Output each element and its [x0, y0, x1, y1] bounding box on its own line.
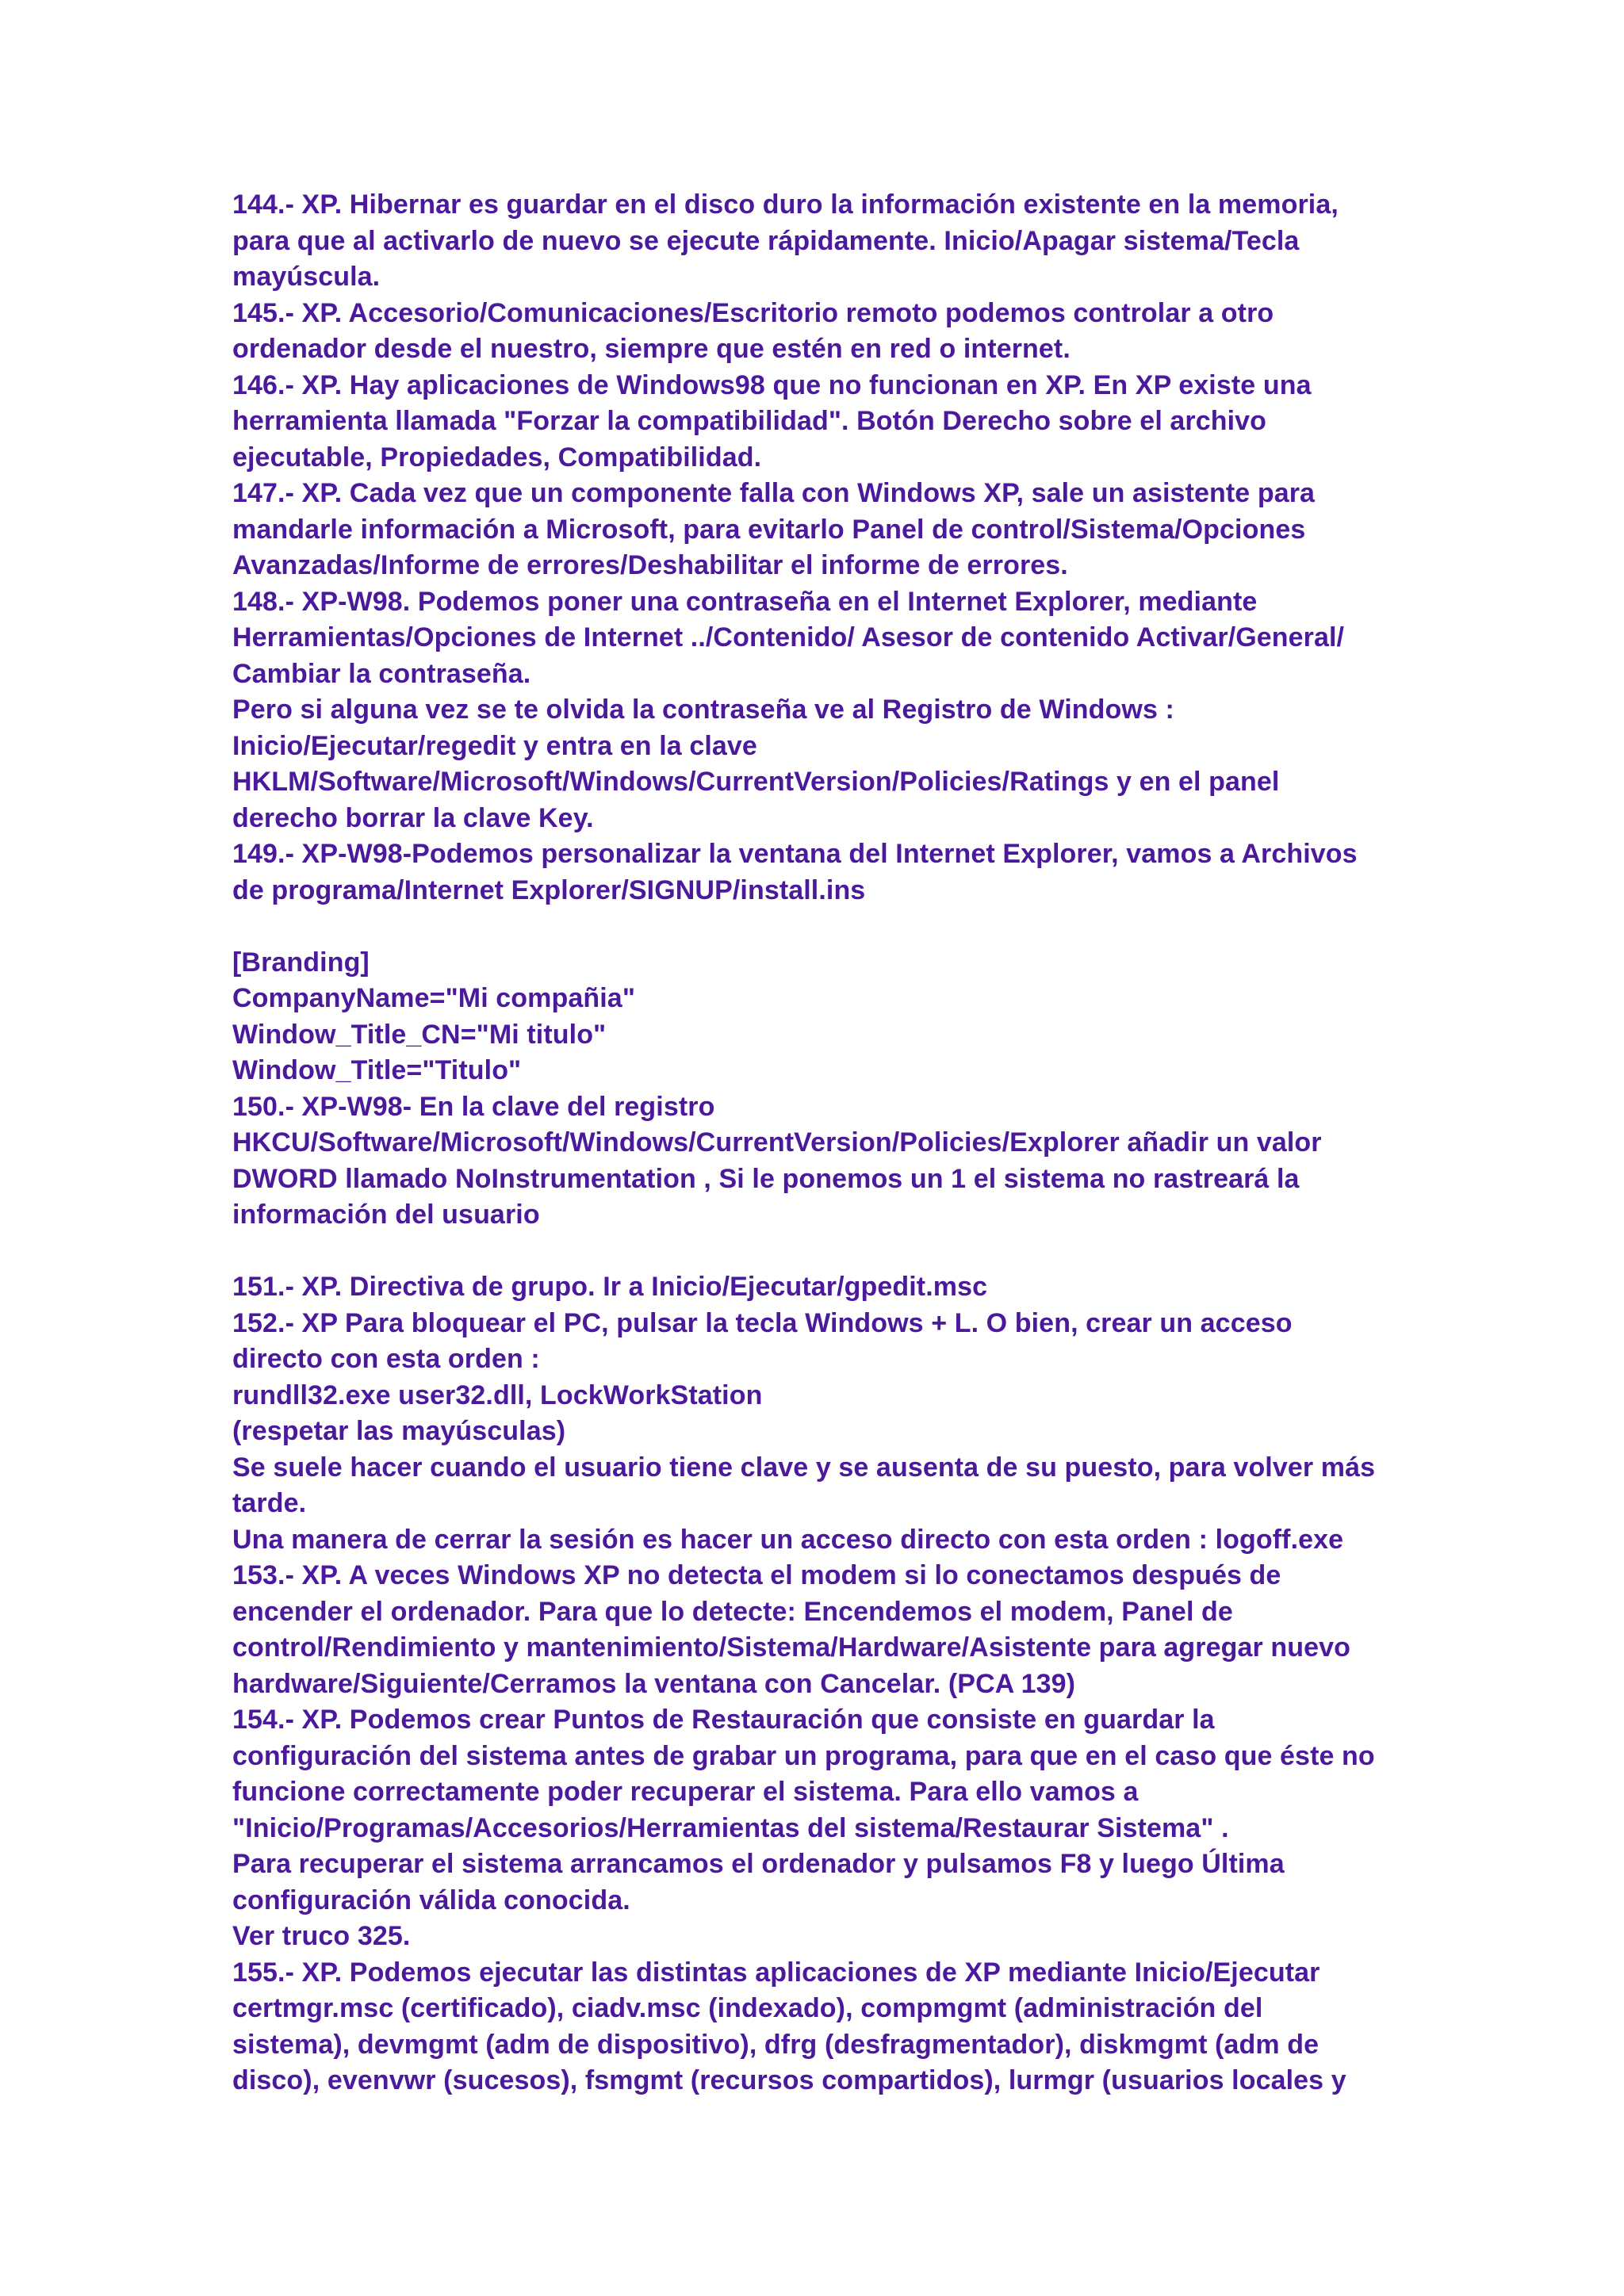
text-line: CompanyName="Mi compañia"	[232, 983, 636, 1013]
text-line: 155.- XP. Podemos ejecutar las distintas aplicaciones de XP mediante Inicio/Ejecutar	[232, 1957, 1320, 1988]
text-line: rundll32.exe user32.dll, LockWorkStation	[232, 1380, 763, 1410]
text-line: de programa/Internet Explorer/SIGNUP/install.ins	[232, 874, 866, 905]
text-line: 145.- XP. Accesorio/Comunicaciones/Escritorio remoto podemos controlar a otro	[232, 297, 1274, 328]
text-line: configuración del sistema antes de grabar un programa, para que en el caso que éste no	[232, 1740, 1375, 1771]
document-page	[232, 187, 1406, 2099]
text-line: "Inicio/Programas/Accesorios/Herramientas del sistema/Restaurar Sistema" .	[232, 1812, 1229, 1843]
blank-line	[232, 909, 1406, 945]
text-line: mayúscula.	[232, 262, 381, 292]
text-line: funcione correctamente poder recuperar el sistema. Para ello vamos a	[232, 1777, 1139, 1807]
text-line: Herramientas/Opciones de Internet ../Contenido/ Asesor de contenido Activar/General/	[232, 622, 1345, 652]
text-line: disco), evenvwr (sucesos), fsmgmt (recursos compartidos), lurmgr (usuarios locales y	[232, 2065, 1346, 2095]
text-line: Inicio/Ejecutar/regedit y entra en la clave	[232, 730, 757, 761]
text-line: DWORD llamado NoInstrumentation , Si le ponemos un 1 el sistema no rastreará la	[232, 1163, 1300, 1194]
text-line: encender el ordenador. Para que lo detecte: Encendemos el modem, Panel de	[232, 1596, 1233, 1627]
text-line: 151.- XP. Directiva de grupo. Ir a Inicio/Ejecutar/gpedit.msc	[232, 1272, 988, 1302]
text-line: ordenador desde el nuestro, siempre que estén en red o internet.	[232, 334, 1071, 364]
text-line: derecho borrar la clave Key.	[232, 802, 594, 833]
text-line: Window_Title="Titulo"	[232, 1055, 522, 1085]
text-line: tarde.	[232, 1488, 307, 1518]
text-line: [Branding]	[232, 947, 370, 978]
text-line: 146.- XP. Hay aplicaciones de Windows98 que no funcionan en XP. En XP existe una	[232, 369, 1312, 400]
text-line: control/Rendimiento y mantenimiento/Sistema/Hardware/Asistente para agregar nuevo	[232, 1632, 1351, 1663]
text-line: HKLM/Software/Microsoft/Windows/CurrentVersion/Policies/Ratings y en el panel	[232, 767, 1280, 797]
text-line: Window_Title_CN="Mi titulo"	[232, 1019, 607, 1050]
text-line: para que al activarlo de nuevo se ejecute rápidamente. Inicio/Apagar sistema/Tecla	[232, 225, 1300, 256]
text-line: 144.- XP. Hibernar es guardar en el disco duro la información existente en la memoria,	[232, 189, 1339, 220]
text-line: Una manera de cerrar la sesión es hacer un acceso directo con esta orden : logoff.exe	[232, 1524, 1344, 1555]
text-line: Avanzadas/Informe de errores/Deshabilitar el informe de errores.	[232, 550, 1068, 580]
text-line: certmgr.msc (certificado), ciadv.msc (indexado), compmgmt (administración del	[232, 1993, 1263, 2023]
text-line: 153.- XP. A veces Windows XP no detecta el modem si lo conectamos después de	[232, 1560, 1281, 1590]
text-line: 147.- XP. Cada vez que un componente falla con Windows XP, sale un asistente para	[232, 478, 1316, 508]
text-line: Ver truco 325.	[232, 1921, 411, 1951]
text-line: (respetar las mayúsculas)	[232, 1416, 566, 1446]
text-line: 148.- XP-W98. Podemos poner una contraseña en el Internet Explorer, mediante	[232, 586, 1258, 617]
text-line: información del usuario	[232, 1200, 540, 1230]
text-line: HKCU/Software/Microsoft/Windows/CurrentVersion/Policies/Explorer añadir un valor	[232, 1127, 1322, 1158]
text-line: directo con esta orden :	[232, 1344, 540, 1374]
text-line: Cambiar la contraseña.	[232, 658, 531, 689]
text-line: herramienta llamada "Forzar la compatibilidad". Botón Derecho sobre el archivo	[232, 406, 1267, 436]
text-line: configuración válida conocida.	[232, 1885, 630, 1915]
text-line: mandarle información a Microsoft, para evitarlo Panel de control/Sistema/Opciones	[232, 514, 1306, 545]
text-line: 154.- XP. Podemos crear Puntos de Restauración que consiste en guardar la	[232, 1705, 1215, 1735]
text-line: ejecutable, Propiedades, Compatibilidad.	[232, 442, 762, 473]
text-line: 152.- XP Para bloquear el PC, pulsar la tecla Windows + L. O bien, crear un acceso	[232, 1307, 1293, 1338]
text-line: 150.- XP-W98- En la clave del registro	[232, 1091, 715, 1122]
text-line: sistema), devmgmt (adm de dispositivo), dfrg (desfragmentador), diskmgmt (adm de	[232, 2029, 1320, 2060]
text-line: 149.- XP-W98-Podemos personalizar la ventana del Internet Explorer, vamos a Archivos	[232, 839, 1358, 869]
text-line: Pero si alguna vez se te olvida la contraseña ve al Registro de Windows :	[232, 695, 1174, 725]
text-line: hardware/Siguiente/Cerramos la ventana con Cancelar. (PCA 139)	[232, 1668, 1076, 1699]
blank-line	[232, 1234, 1406, 1270]
text-line: Se suele hacer cuando el usuario tiene clave y se ausenta de su puesto, para volver más	[232, 1452, 1376, 1483]
text-line: Para recuperar el sistema arrancamos el ordenador y pulsamos F8 y luego Última	[232, 1849, 1285, 1879]
